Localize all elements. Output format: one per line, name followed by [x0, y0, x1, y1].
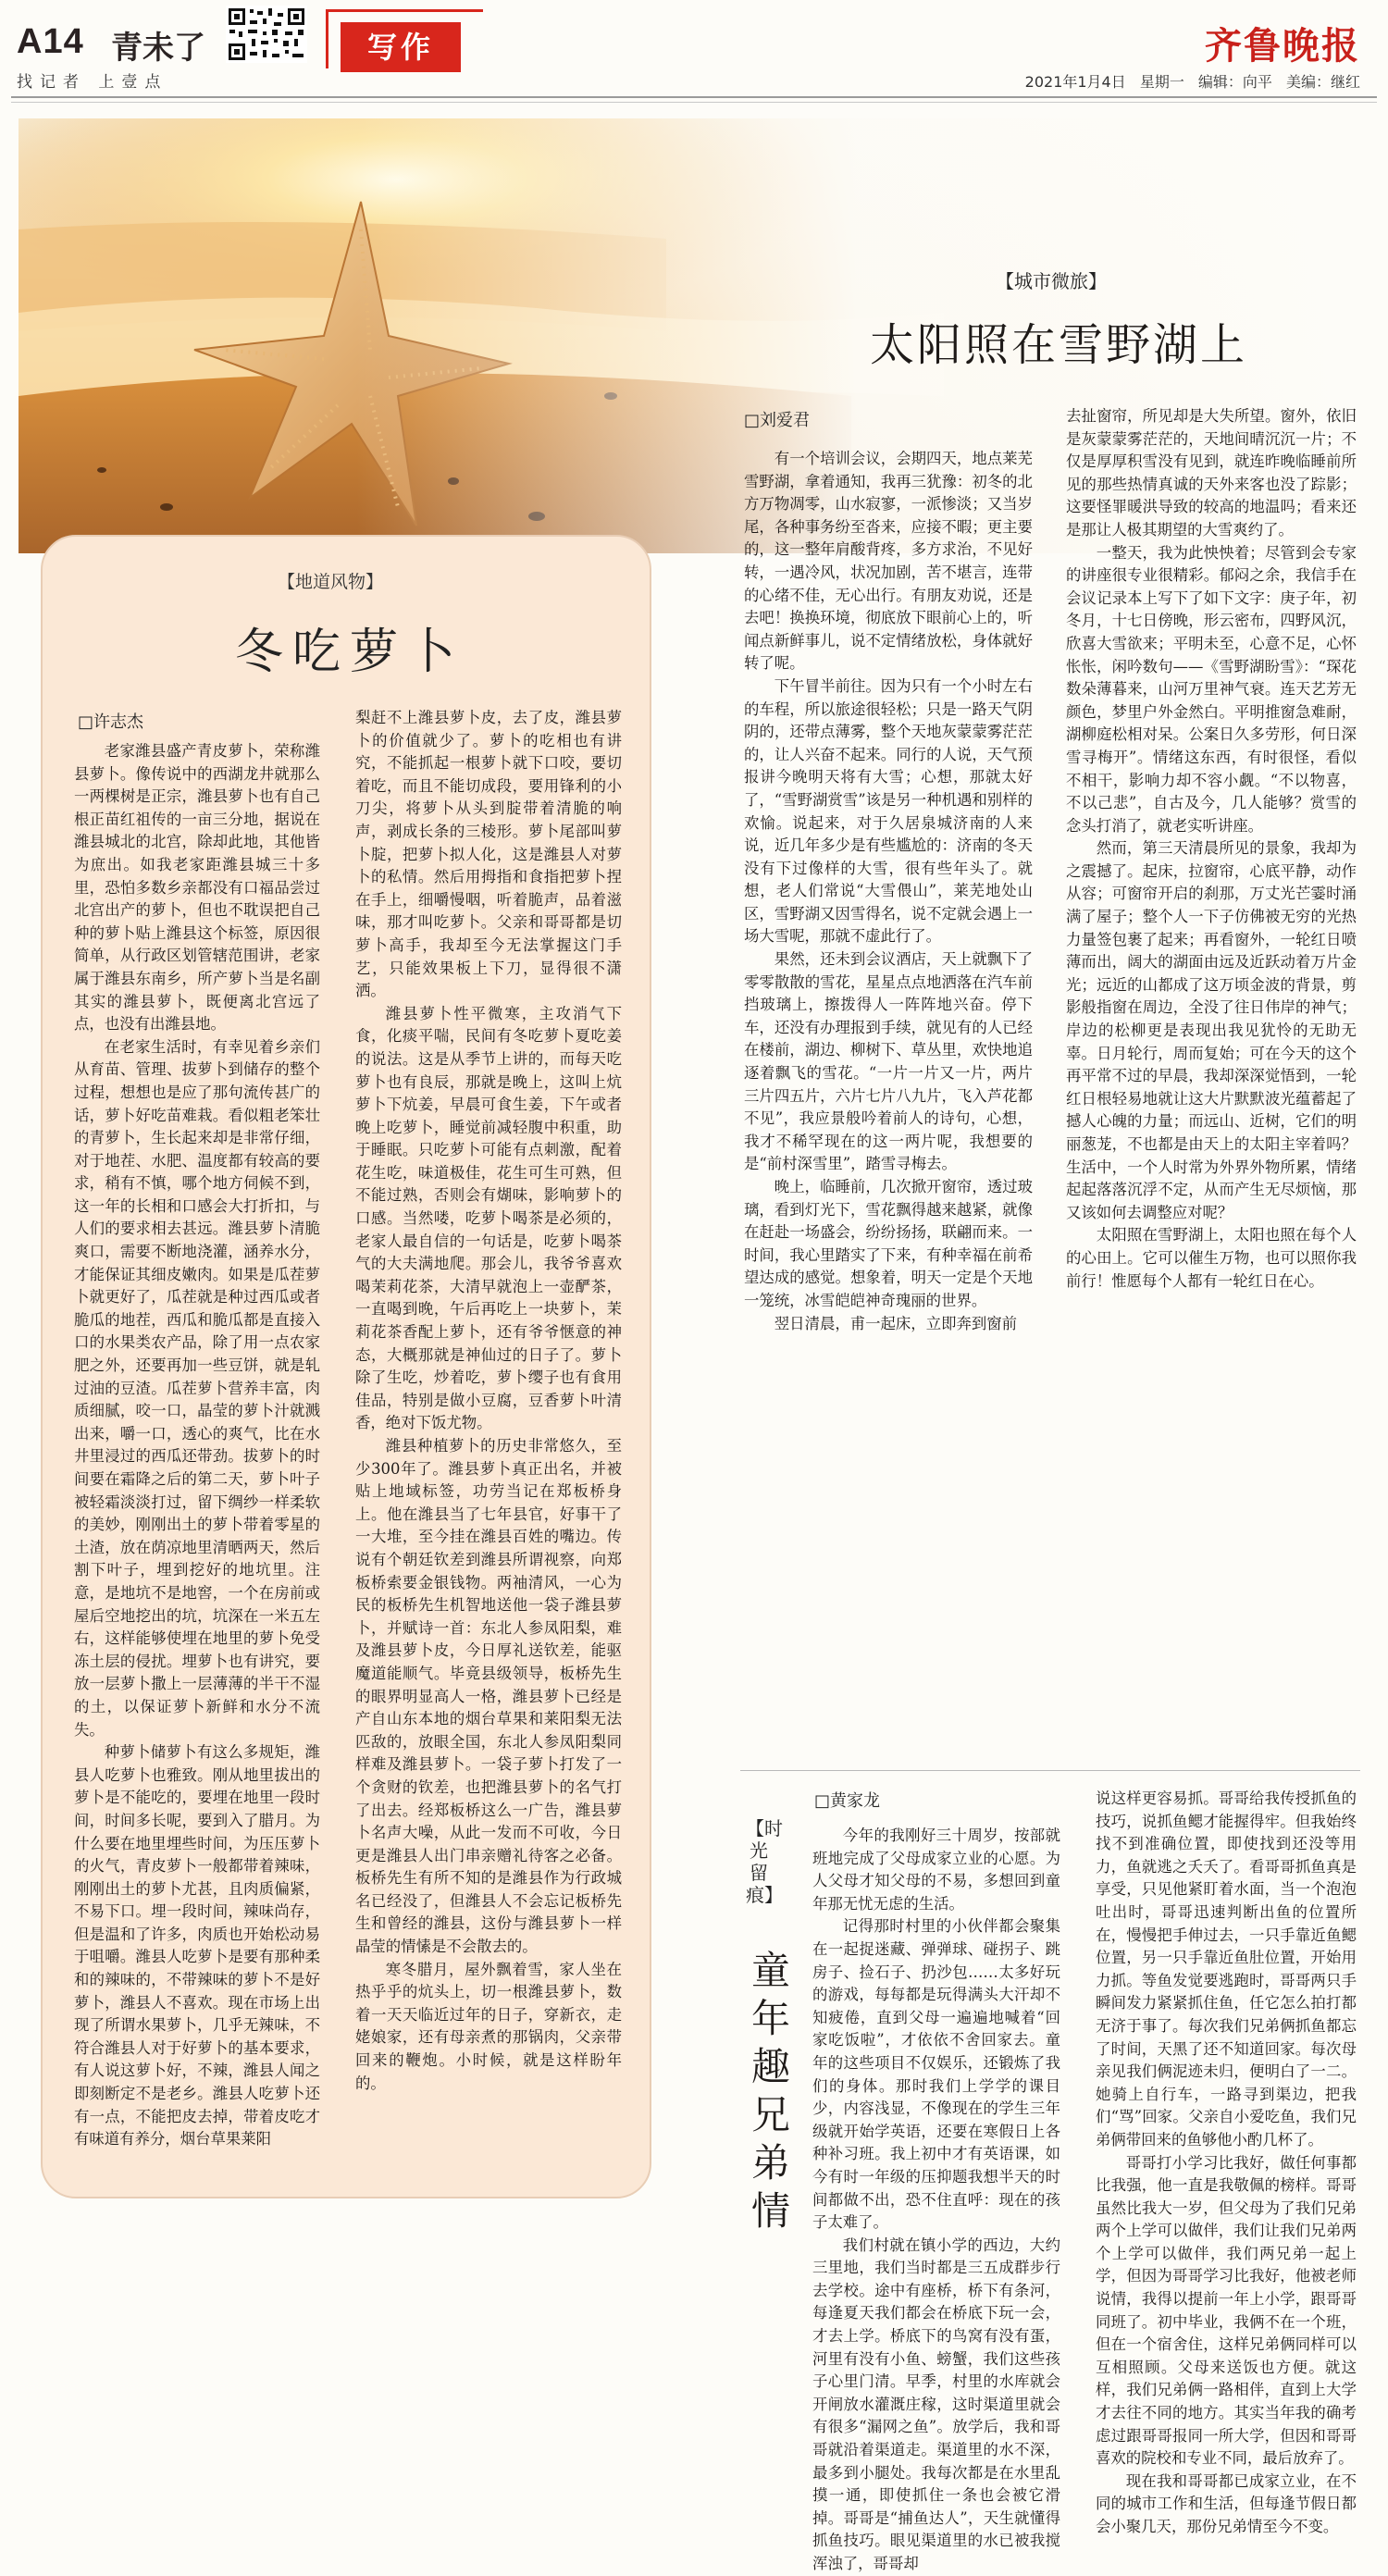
newspaper-logo: 齐鲁晚报: [1205, 24, 1360, 68]
paragraph: 现在我和哥哥都已成家立业，在不同的城市工作和生活，但每逢节假日都会小聚几天，那份兄弟情至今不变。: [1096, 2471, 1357, 2535]
paragraph: 太阳照在雪野湖上，太阳也照在每个人的心田上。它可以催生万物，也可以照你我前行！惟愿每个人都有一轮红日在心。: [1066, 1226, 1357, 1290]
paragraph: 今年的我刚好三十周岁，按部就班地完成了父母成家立业的心愿。为人父母才知父母的不易，多想回到童年那无忧无虑的生活。: [812, 1827, 1060, 1913]
article3-author: □黄家龙: [814, 1791, 881, 1811]
header-rule-thin: [11, 102, 1377, 103]
qr-code-icon: [226, 6, 307, 63]
page-tag: 青未了: [111, 30, 205, 67]
article2-title: 太阳照在雪野湖上: [870, 319, 1248, 371]
article3-column-1: [812, 1825, 1060, 2572]
paragraph: 说这样更容易抓。哥哥给我传授抓鱼的技巧，说抓鱼鳃才能握得牢。但我始终找不到准确位置，即使找到还没等用力，鱼就逃之夭夭了。看哥哥抓鱼真是享受，只见他紧盯着水面，当一个泡泡吐出时，哥哥迅速判断出鱼的位置所在，慢慢把手伸过去，一只手靠近鱼鳃位置，另一只手靠近鱼肚位置，开始用力抓。等鱼发觉要逃跑时，哥哥两只手瞬间发力紧紧抓住鱼，任它怎么拍打都无济于事了。每次我们兄弟俩抓鱼都忘了时间，天黑了还不知道回家。每次母亲见我们俩泥迹未归，便明白了一二。她骑上自行车，一路寻到渠边，把我们“骂”回家。父亲自小爱吃鱼，我们兄弟俩带回来的鱼够他小酌几杯了。: [1096, 1790, 1357, 2149]
page-number: A14: [17, 22, 84, 61]
article3-column-2: [1096, 1788, 1357, 2535]
section-label: 写作: [341, 22, 461, 72]
article2-kicker: 【城市微旅】: [996, 270, 1107, 292]
paragraph: 潍县萝卜性平微寒，主攻消气下食，化痰平喘，民间有冬吃萝卜夏吃姜的说法。这是从季节上讲的，而每天吃萝卜也有良辰，那就是晚上，这叫上炕萝卜下炕姜，早晨可食生姜，下午或者晚上吃萝卜，睡觉前减轻腹中积重，助于睡眠。只吃萝卜可能有点刺激，配着花生吃，味道极佳，花生可生可熟，但不能过熟，否则会有煳味，影响萝卜的口感。当然喽，吃萝卜喝茶是必须的，老家人最自信的一句话是，吃萝卜喝茶气的大夫满地爬。那会儿，我爷爷喜欢喝茉莉花茶，大清早就泡上一壶酽茶，一直喝到晚，午后再吃上一块萝卜，茉莉花茶香配上萝卜，还有爷爷惬意的神态，大概那就是神仙过的日子了。萝卜除了生吃，炒着吃，萝卜缨子也有食用佳品，特别是做小豆腐，豆香萝卜叶清香，绝对下饭尤物。: [355, 1004, 622, 1432]
article3-kicker: 【时光留痕】: [746, 1817, 783, 1906]
header-rule: [11, 96, 1377, 98]
paragraph: 记得那时村里的小伙伴都会聚集在一起捉迷藏、弹弹球、碰拐子、跳房子、捡石子、扔沙包……太多好玩的游戏，每每都是玩得满头大汗却不知疲倦，直到父母一遍遍地喊着“回家吃饭啦”，才依依不舍回家去。童年的这些项目不仅娱乐，还锻炼了我们的身体。那时我们上学学的课目少，内容浅显，不像现在的学生三年级就开始学英语，还要在寒假日上各种补习班。我上初中才有英语课，如今有时一年级的压抑题我想半天的时间都做不出，恐不住直呼：现在的孩子太难了。: [812, 1917, 1060, 2232]
paragraph: 在老家生活时，有幸见着乡亲们从育苗、管理、拔萝卜到储存的整个过程，想想也是应了那句流传甚广的话，萝卜好吃苗难栽。看似粗老笨壮的青萝卜，生长起来却是非常仔细，对于地茬、水肥、温度都有较高的要求，稍有不慎，哪个地方伺候不到，这一年的长相和口感会大打折扣，与人们的要求相去甚远。潍县萝卜清脆爽口，需要不断地浇灌，涵养水分，才能保证其细皮嫩肉。如果是瓜茬萝卜就更好了，瓜茬就是种过西瓜或者脆瓜的地茬，西瓜和脆瓜都是直接入口的水果类农产品，除了用一点农家肥之外，还要再加一些豆饼，就是轧过油的豆渣。瓜茬萝卜营养丰富，肉质细腻，咬一口，晶莹的萝卜汁就溅出来，嚼一口，透心的爽气，比在水井里浸过的西瓜还带劲。拔萝卜的时间要在霜降之后的第二天，萝卜叶子被轻霜淡淡打过，留下绸纱一样柔软的美妙，刚刚出土的萝卜带着零星的土渣，放在荫凉地里清晒两天，然后割下叶子，埋到挖好的地坑里。注意，是地坑不是地窖，一个在房前或屋后空地挖出的坑，坑深在一米五左右，这样能够使埋在地里的萝卜免受冻土层的侵扰。埋萝卜也有讲究，要放一层萝卜撒上一层薄薄的半干不湿的土，以保证萝卜新鲜和水分不流失。: [74, 1037, 320, 1739]
paragraph: 我们村就在镇小学的西边，大约三里地，我们当时都是三五成群步行去学校。途中有座桥，桥下有条河，每逢夏天我们都会在桥底下玩一会，才去上学。桥底下的鸟窝有没有蛋，河里有没有小鱼、螃蟹，我们这些孩子心里门清。早季，村里的水库就会开闸放水灌溉庄稼，这时渠道里就会有很多“漏网之鱼”。放学后，我和哥哥就沿着渠道走。渠道里的水不深，最多到小腿处。我每次都是在水里乱摸一通，即使抓住一条也会被它滑掉。哥哥是“捕鱼达人”，天生就懂得抓鱼技巧。眼见渠道里的水已被我搅浑浊了，哥哥却: [812, 2235, 1060, 2572]
paragraph: 果然，还未到会议酒店，天上就飘下了零零散散的雪花，星星点点地洒落在汽车前挡玻璃上，擦拨得人一阵阵地兴奋。停下车，还没有办理报到手续，就见有的人已经在楼前，湖边、柳树下、草丛里，欢快地追逐着飘飞的雪花。“一片一片又一片，两片三片四五片，六片七片八九片，飞入芦花都不见”，我应景般吟着前人的诗句，心想，我才不稀罕现在的这一两片呢，我想要的是“前村深雪里”，踏雪寻梅去。: [744, 950, 1033, 1173]
paragraph: 潍县种植萝卜的历史非常悠久，至少300年了。潍县萝卜真正出名，并被贴上地域标签，功劳当记在郑板桥身上。他在潍县当了七年县官，好事干了一大堆，至今挂在潍县百姓的嘴边。传说有个朝廷钦差到潍县所谓视察，向郑板桥索要金银钱物。两袖清风，一心为民的板桥先生机智地送他一袋子潍县萝卜，并赋诗一首：东北人参凤阳梨，难及潍县萝卜皮，今日厚礼送钦差，能驱魔道能顺气。毕竟县级领导，板桥先生的眼界明显高人一格，潍县萝卜已经是产自山东本地的烟台草果和莱阳梨无法匹敌的，放眼全国，东北人参凤阳梨同样难及潍县萝卜。一袋子萝卜打发了一个贪财的钦差，也把潍县萝卜的名气打了出去。经郑板桥这么一广告，潍县萝卜名声大噪，从此一发而不可收，今日更是潍县人出门串亲赠礼待客之必备。板桥先生有所不知的是潍县作为行政城名已经没了，但潍县人不会忘记板桥先生和曾经的潍县，这份与潍县萝卜一样晶莹的情愫是不会散去的。: [355, 1437, 622, 1956]
article1-kicker: 【地道风物】: [278, 572, 384, 592]
article1-author: □许志杰: [78, 712, 144, 732]
paragraph: 老家潍县盛产青皮萝卜，荣称潍县萝卜。像传说中的西湖龙井就那么一两棵树是正宗，潍县萝卜也有自己根正苗红祖传的一亩三分地，据说在潍县城北的北宫，除却此地，其他皆为庶出。如我老家距潍县城三十多里，恐怕多数乡亲都没有口福品尝过北宫出产的萝卜，但也不耽误把自己种的萝卜贴上潍县这个标签，原因很简单，从行政区划管辖范围讲，老家属于潍县东南乡，所产萝卜当是名副其实的潍县萝卜，既便离北宫远了点，也没有出潍县地。: [74, 742, 320, 1034]
paragraph: 哥哥打小学习比我好，做任何事都比我强，他一直是我敬佩的榜样。哥哥虽然比我大一岁，但父母为了我们兄弟两个上学可以做伴，我们让我们兄弟两个上学可以做伴，我们两兄弟一起上学，但因为哥哥学习比我好，他被老师说情，我得以提前一年上小学，跟哥哥同班了。初中毕业，我俩不在一个班，但在一个宿舍住，这样兄弟俩同样可以互相照顾。父母来送饭也方便。就这样，我们兄弟俩一路相伴，直到上大学才去往不同的地方。其实当年我的确考虑过跟哥哥报同一所大学，但因和哥哥喜欢的院校和专业不同，最后放弃了。: [1096, 2153, 1357, 2468]
paragraph: 晚上，临睡前，几次掀开窗帘，透过玻璃，看到灯光下，雪花飘得越来越紧，就像在赶赴一场盛会，纷纷扬扬，联翩而来。一时间，我心里踏实了下来，有种幸福在前希望达成的感觉。想象着，明天一定是个天地一笼统，冰雪皑皑神奇瑰丽的世界。: [744, 1178, 1033, 1309]
article1-title: 冬吃萝卜: [235, 625, 465, 680]
paragraph: 一整天，我为此怏怏着；尽管到会专家的讲座很专业很精彩。郁闷之余，我信手在会议记录本上写下了如下文字：庚子年，初冬月，十七日傍晚，形云密布，四野风沉，欣喜大雪欲来；平明未至，心意不足，心怀怅怅，闲吟数句——《雪野湖盼雪》：“琛花数朵薄暮来，山河万里神气衰。连天艺芳无颜色，梦里户外金然白。平明推窗急难耐，湖柳庭松相对呆。公案日久多劳形，何日深雪寻梅开”。情绪这东西，有时很怪，看似不相干，影响力却不容小觑。“不以物喜，不以己悲”，自古及今，几人能够？赏雪的念头打消了，就老实听讲座。: [1066, 543, 1357, 835]
paragraph: 去扯窗帘，所见却是大失所望。窗外，依旧是灰蒙蒙雾茫茫的，天地间晴沉沉一片；不仅是厚厚积雪没有见到，就连昨晚临睡前所见的那些热情真诚的天外来客也没了踪影；这要怪罪暖洪导致的较高的地温吗；看来还是那让人极其期望的大雪爽约了。: [1066, 407, 1357, 539]
paragraph: 种萝卜储萝卜有这么多规矩，潍县人吃萝卜也雅致。刚从地里拔出的萝卜是不能吃的，要埋在地里一段时间，时间多长呢，要到入了腊月。为什么要在地里埋些时间，为压压萝卜的火气，青皮萝卜一般都带着辣味，刚刚出土的萝卜尤甚，且肉质偏紧，不易下口。埋一段时间，辣味尚存，但是温和了许多，肉质也开始松动易于咀嚼。潍县人吃萝卜是要有那种柔和的辣味的，不带辣味的萝卜不是好萝卜，潍县人不喜欢。现在市场上出现了所谓水果萝卜，几乎无辣味，不符合潍县人对于好萝卜的基本要求，有人说这萝卜好，不辣，潍县人闻之即刻断定不是老乡。潍县人吃萝卜还有一点，不能把皮去掉，带着皮吃才有味道有养分，烟台草果莱阳: [74, 1743, 320, 2149]
paragraph: 下午冒半前往。因为只有一个小时左右的车程，所以旅途很轻松；只是一路天气阴阴的，还带点薄雾，整个天地灰蒙蒙雾茫茫的，让人兴奋不起来。同行的人说，天气预报讲今晚明天将有大雪；心想，那就太好了，“雪野湖赏雪”该是另一种机遇和别样的欢愉。说起来，对于久居泉城济南的人来说，近几年多少是有些尴尬的：济南的冬天没有下过像样的大雪，很有些年头了。就想，老人们常说“大雪偎山”，莱芜地处山区，雪野湖又因雪得名，说不定就会遇上一场大雪呢，那就不虚此行了。: [744, 676, 1033, 946]
article2-author: □刘爱君: [744, 411, 811, 430]
article2-column-2: [1066, 405, 1357, 1752]
article-divider: [740, 1770, 1360, 1771]
article2-column-1: [744, 448, 1033, 1752]
dateline: 2021年1月4日 星期一 编辑：向平 美编：继红: [1024, 73, 1360, 91]
page-header: [0, 0, 1388, 102]
article3-title: 童年趣 兄弟情: [750, 1948, 790, 2234]
article1-column-2: [355, 707, 622, 2180]
article1-column-1: [74, 740, 320, 2180]
paragraph: 寒冬腊月，屋外飘着雪，家人坐在热乎乎的炕头上，切一根潍县萝卜，数着一天天临近过年的日子，穿新衣，走姥娘家，还有母亲煮的那锅肉，父亲带回来的鞭炮。小时候，就是这样盼年的。: [355, 1960, 622, 2092]
paragraph: 有一个培训会议，会期四天，地点莱芜雪野湖，拿着通知，我再三犹豫：初冬的北方万物凋零，山水寂寥，一派惨淡；又当岁尾，各种事务纷至沓来，应接不暇；更主要的，这一整年肩酸背疼，多方求治，不见好转，一遇冷风，状况加剧，苦不堪言，连带的心绪不佳，无心出行。有朋友劝说，还是去吧！换换环境，彻底放下眼前心上的，听闻点新鲜事儿，说不定情绪放松，身体就好转了呢。: [744, 450, 1033, 673]
paragraph: 梨赶不上潍县萝卜皮，去了皮，潍县萝卜的价值就少了。萝卜的吃相也有讲究，不能抓起一根萝卜就下口咬，要切着吃，而且不能切成段，要用锋利的小刀尖，将萝卜从头到腚带着清脆的响声，剥成长条的三棱形。萝卜尾部叫萝卜腚，把萝卜拟人化，这是潍县人对萝卜的私情。然后用拇指和食指把萝卜捏在手上，细嚼慢咽，听着脆声，品着滋味，那才叫吃萝卜。父亲和哥哥都是切萝卜高手，我却至今无法掌握这门手艺，只能效果板上下刀，显得很不潇洒。: [355, 709, 622, 1000]
paragraph: 然而，第三天清晨所见的景象，我却为之震撼了。起床，拉窗帘，心底平静，动作从容；可窗帘开启的刹那，万丈光芒霎时涌满了屋子；整个人一下子仿佛被无穷的光热力量签包裹了起来；再看窗外，一轮红日喷薄而出，阔大的湖面由远及近跃动着万片金光；远近的山都成了这万顷金波的背景，剪影般指窗在周边，全没了往日伟岸的神气；岸边的松柳更是表现出我见犹怜的无助无辜。日月轮行，周而复始；可在今天的这个再平常不过的早晨，我却深深觉悟到，一轮红日根轻易地就让这大片默默波光蕴蓄起了撼人心魄的力量；而远山、近树，它们的明丽葱茏，不也都是由天上的太阳主宰着吗？生活中，一个人时常为外界外物所累，情绪起起落落沉浮不定，从而产生无尽烦恼，那又该如何去调整应对呢？: [1066, 839, 1357, 1221]
editor-line: 找记者 上壹点: [17, 73, 168, 92]
paragraph: 翌日清晨，甫一起床，立即奔到窗前: [774, 1314, 1018, 1332]
